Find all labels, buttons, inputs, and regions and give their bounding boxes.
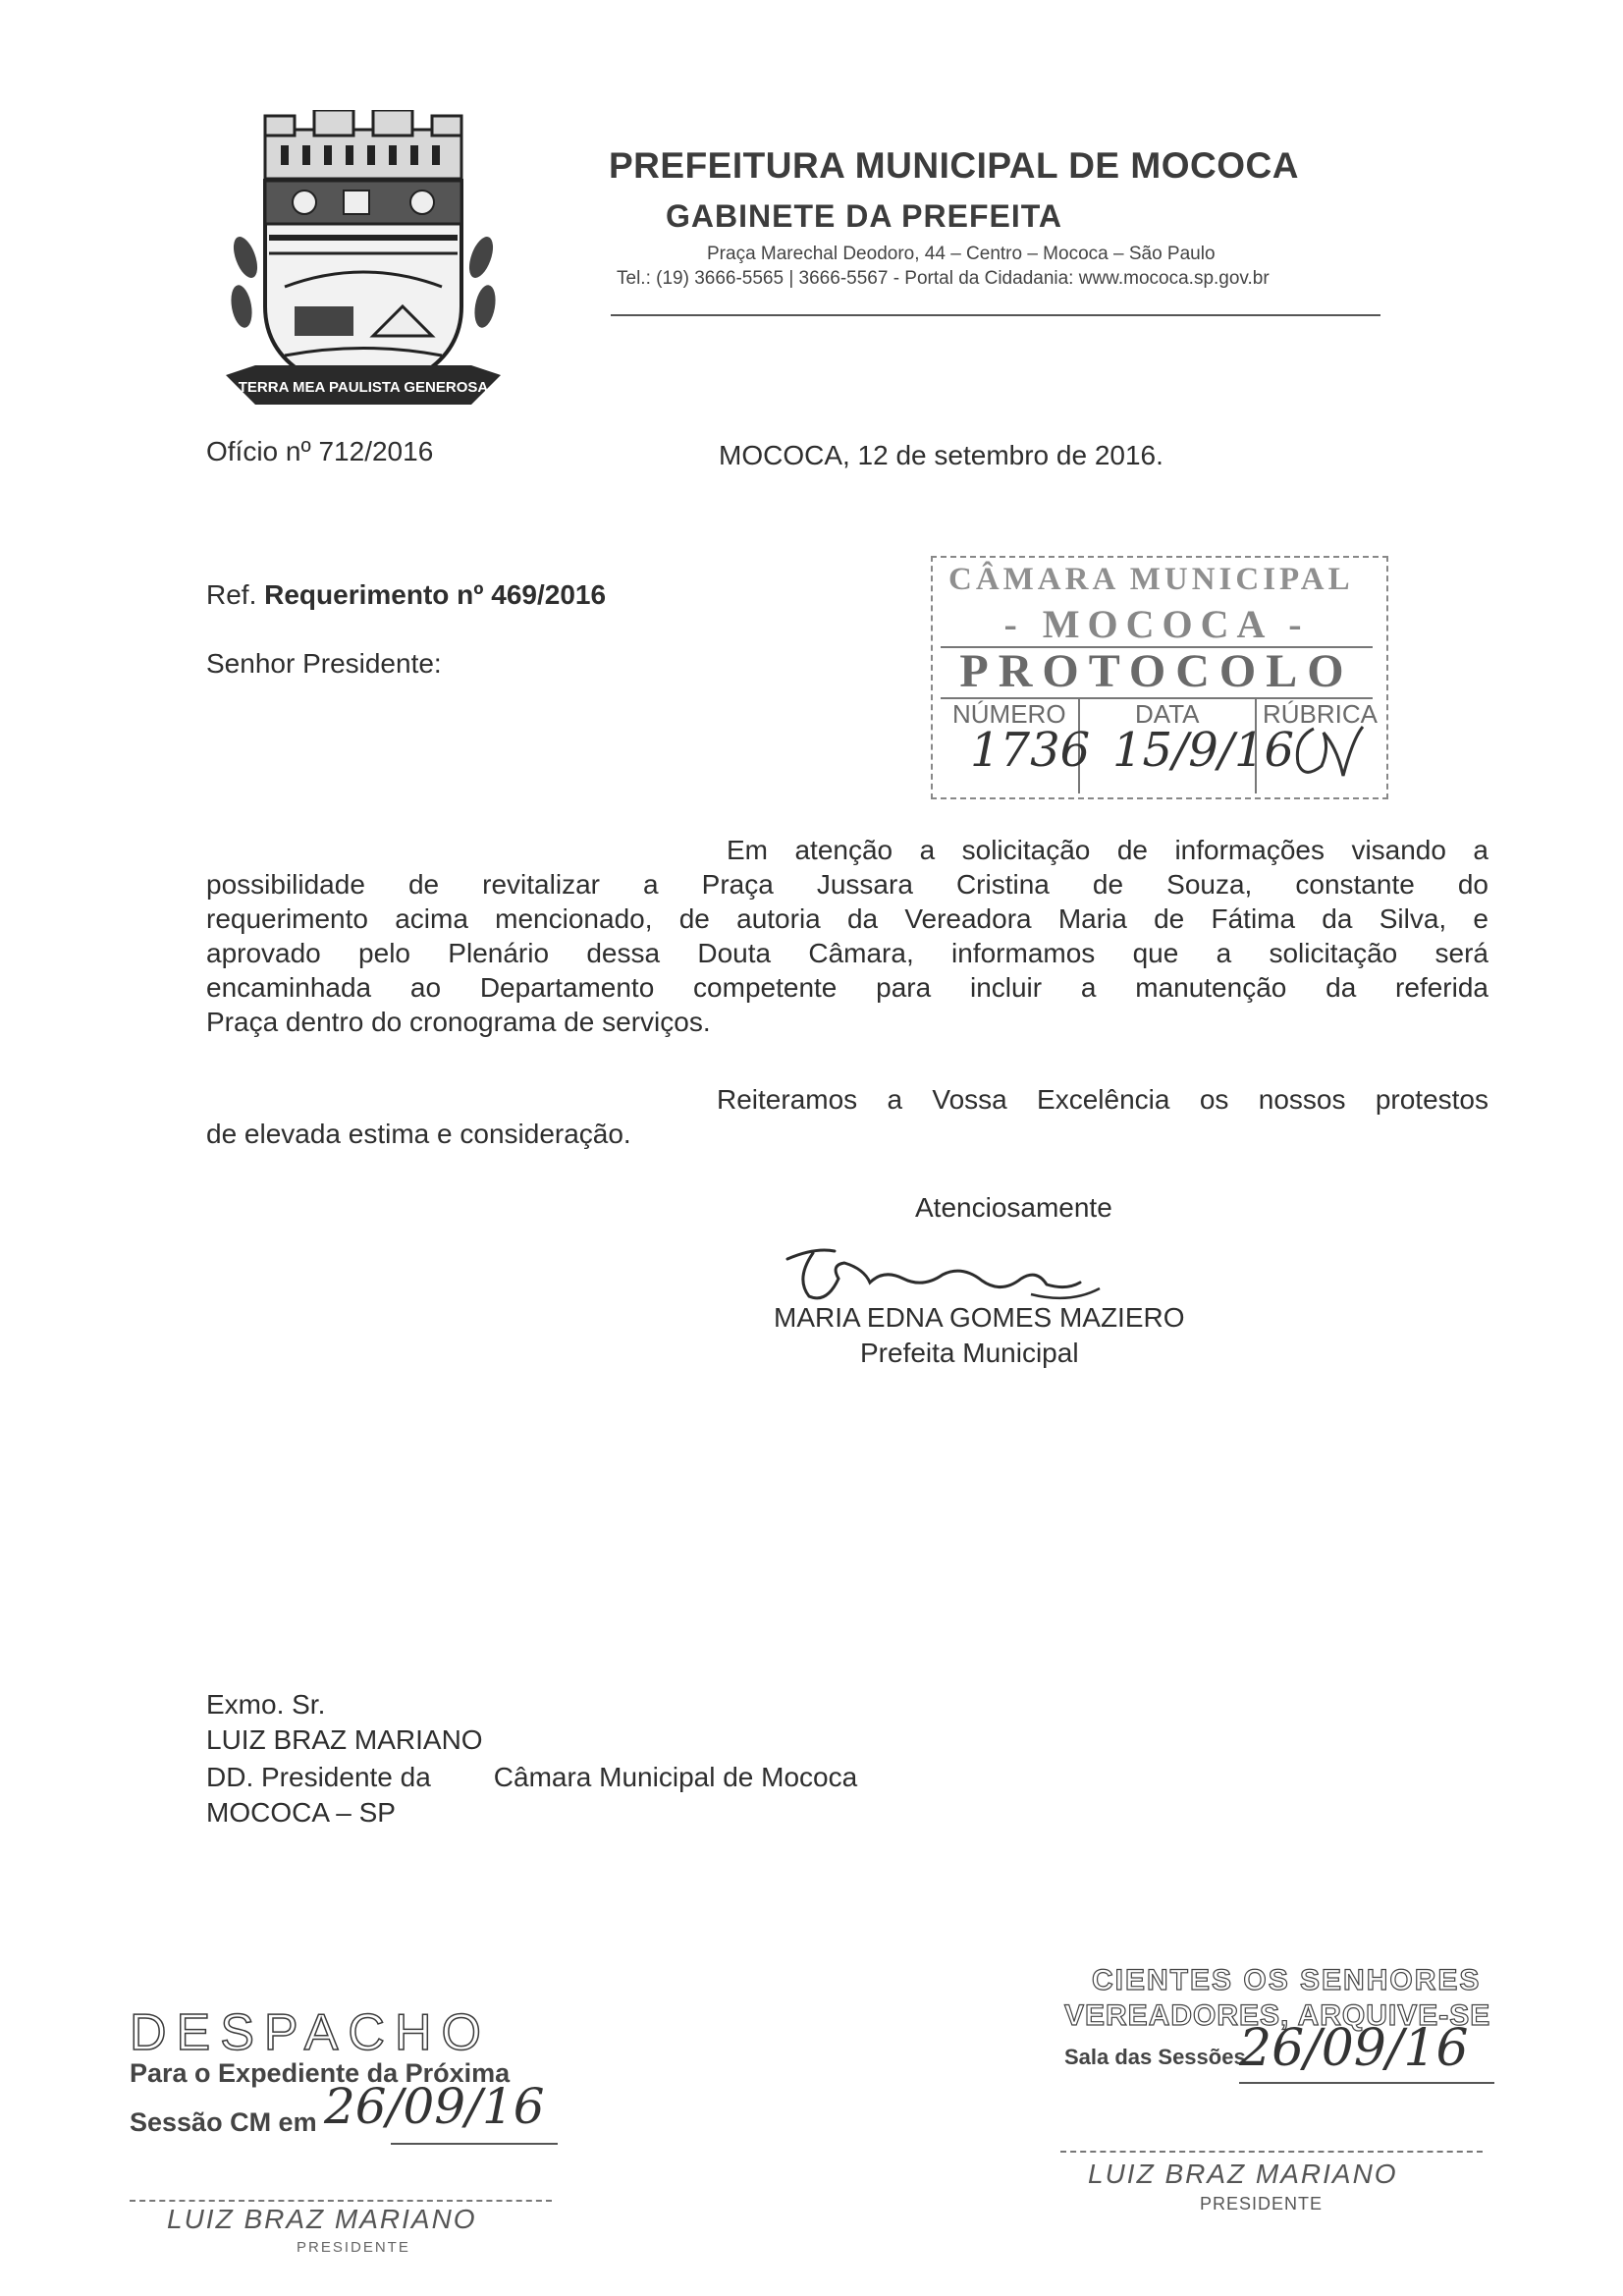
crest-motto: TERRA MEA PAULISTA GENEROSA: [238, 379, 489, 396]
body-line: aprovado pelo Plenário dessa Douta Câmara, informamos que a solicitação será: [206, 938, 1488, 968]
protocol-stamp: [931, 556, 1386, 797]
despacho-stamp-date: 26/09/16: [324, 2078, 545, 2135]
closing: Atenciosamente: [915, 1192, 1112, 1223]
body-line: encaminhada ao Departamento competente para incluir a manutenção da referida: [206, 972, 1488, 1003]
org-address: Praça Marechal Deodoro, 44 – Centro – Mococa – São Paulo: [707, 244, 1216, 264]
addressee-salutation: Exmo. Sr.: [206, 1689, 326, 1720]
stamp-data-value: 15/9/16: [1112, 723, 1295, 778]
stamp-rubrica-signature: [1284, 719, 1373, 788]
cientes-stamp-line2: VEREADORES, ARQUIVE-SE: [1064, 1999, 1491, 2032]
cientes-stamp-line1: CIENTES OS SENHORES: [1092, 1964, 1482, 1996]
addressee-city: MOCOCA – SP: [206, 1797, 396, 1828]
org-telephone: Tel.: (19) 3666-5565 | 3666-5567 - Portal da Cidadania: www.mococa.sp.gov.br: [617, 268, 1270, 289]
cientes-stamp-role: PRESIDENTE: [1200, 2194, 1324, 2214]
cientes-date-rule: [1239, 2082, 1494, 2084]
body-line: possibilidade de revitalizar a Praça Jussara Cristina de Souza, constante do: [206, 869, 1488, 900]
reference-prefix: Ref.: [206, 579, 257, 610]
stamp-chamber: CÂMARA MUNICIPAL: [948, 562, 1354, 597]
despacho-stamp-line2: Sessão CM em: [130, 2107, 317, 2137]
body-line: de elevada estima e consideração.: [206, 1119, 631, 1149]
signer-role: Prefeita Municipal: [860, 1338, 1079, 1368]
org-subtitle: GABINETE DA PREFEITA: [665, 198, 1062, 234]
despacho-date-rule: [391, 2143, 558, 2145]
despacho-stamp-role: PRESIDENTE: [297, 2239, 410, 2256]
signer-name: MARIA EDNA GOMES MAZIERO: [774, 1302, 1185, 1333]
reference-document: Requerimento nº 469/2016: [264, 579, 607, 610]
cientes-stamp-line3: Sala das Sessões: [1064, 2045, 1246, 2069]
stamp-city: - MOCOCA -: [1003, 602, 1310, 646]
body-line: requerimento acima mencionado, de autoria da Vereadora Maria de Fátima da Silva, e: [206, 903, 1488, 934]
municipal-crest-logo: [226, 110, 501, 424]
body-paragraph-1: [206, 833, 1488, 1039]
stamp-col-numero: NÚMERO: [952, 699, 1066, 729]
header-rule: [611, 314, 1380, 316]
salutation: Senhor Presidente:: [206, 648, 442, 679]
body-paragraph-2: [206, 1082, 1488, 1151]
cientes-stamp-name: LUIZ BRAZ MARIANO: [1088, 2159, 1398, 2189]
place-date: MOCOCA, 12 de setembro de 2016.: [719, 440, 1163, 470]
despacho-stamp-name: LUIZ BRAZ MARIANO: [167, 2204, 477, 2234]
stamp-numero-value: 1736: [970, 723, 1091, 778]
cientes-signature-rule: [1060, 2151, 1483, 2153]
oficio-number: Ofício nº 712/2016: [206, 436, 434, 466]
despacho-stamp-line1: Para o Expediente da Próxima: [130, 2058, 511, 2088]
body-line: Praça dentro do cronograma de serviços.: [206, 1007, 711, 1037]
despacho-stamp-title: DESPACHO: [130, 2004, 491, 2061]
stamp-protocol-title: PROTOCOLO: [959, 645, 1354, 697]
body-line: Reiteramos a Vossa Excelência os nossos protestos: [717, 1084, 1488, 1115]
org-name: PREFEITURA MUNICIPAL DE MOCOCA: [609, 145, 1299, 186]
cientes-stamp-date: 26/09/16: [1239, 2019, 1469, 2078]
stamp-col-data: DATA: [1135, 699, 1200, 729]
reference: [206, 579, 606, 611]
body-line: Em atenção a solicitação de informações visando a: [727, 835, 1488, 865]
addressee-name: LUIZ BRAZ MARIANO: [206, 1724, 483, 1755]
addressee-title: DD. Presidente da Câmara Municipal de Mococa: [206, 1762, 858, 1792]
stamp-col-rubrica: RÚBRICA: [1263, 699, 1379, 729]
despacho-signature-rule: [130, 2200, 552, 2202]
